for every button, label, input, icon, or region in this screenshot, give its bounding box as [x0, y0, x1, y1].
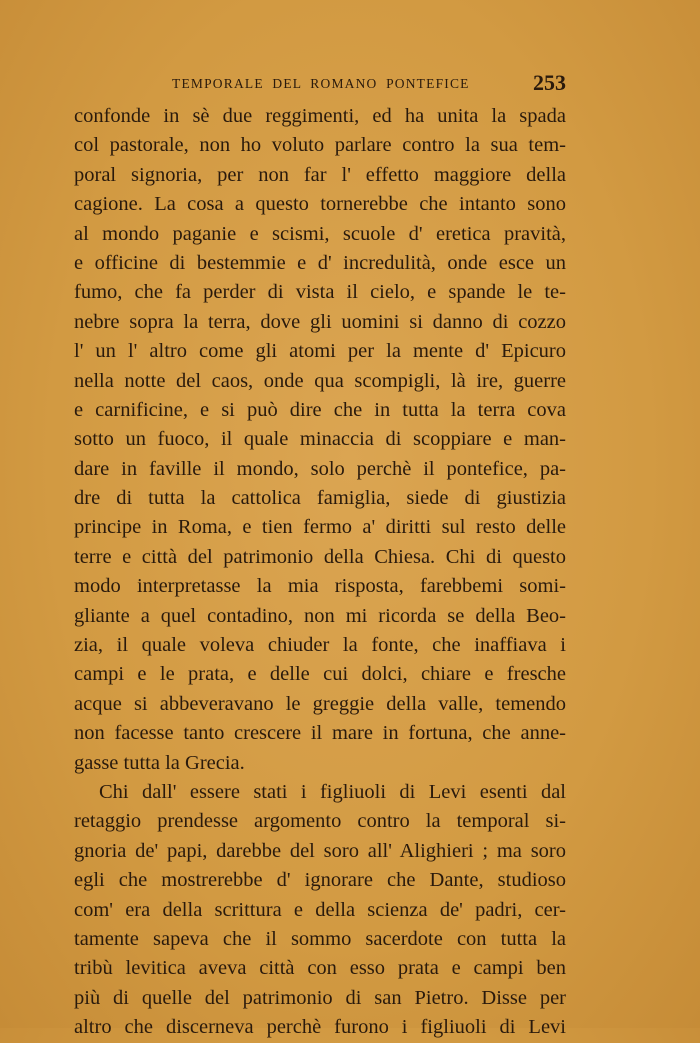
text-line: acque si abbeveravano le greggie della valle, temendo: [74, 692, 566, 715]
text-line: altro che discerneva perchè furono i figliuoli di Levi: [74, 1016, 566, 1039]
text-line: poral signoria, per non far l' effetto maggiore della: [74, 163, 566, 186]
text-line: nebre sopra la terra, dove gli uomini si danno di cozzo: [74, 310, 566, 333]
text-line: tribù levitica aveva città con esso prata e campi ben: [74, 957, 566, 980]
page-content: [74, 70, 566, 1043]
text-line: retaggio prendesse argomento contro la temporal si-: [74, 810, 566, 833]
page-number: 253: [533, 70, 566, 95]
text-line: e officine di bestemmie e d' incredulità, onde esce un: [74, 251, 566, 274]
text-line: tamente sapeva che il sommo sacerdote con tutta la: [74, 927, 566, 950]
text-line: modo interpretasse la mia risposta, farebbemi somi-: [74, 575, 566, 598]
paragraph-first-line: Chi dall' essere stati i figliuoli di Levi esenti dal: [99, 780, 566, 803]
text-line: nella notte del caos, onde qua scompigli, là ire, guerre: [74, 369, 566, 392]
text-line: com' era della scrittura e della scienza de' padri, cer-: [74, 898, 566, 921]
text-line: cagione. La cosa a questo tornerebbe che intanto sono: [74, 193, 566, 216]
text-line: l' un l' altro come gli atomi per la mente d' Epicuro: [74, 340, 566, 363]
text-line: dre di tutta la cattolica famiglia, siede di giustizia: [74, 487, 566, 510]
text-line: dare in faville il mondo, solo perchè il pontefice, pa-: [74, 457, 566, 480]
text-line: zia, il quale voleva chiuder la fonte, che inaffiava i: [74, 634, 566, 657]
text-line: e carnificine, e si può dire che in tutta la terra cova: [74, 398, 566, 421]
text-line: confonde in sè due reggimenti, ed ha unita la spada: [74, 105, 566, 127]
running-head: TEMPORALE DEL ROMANO PONTEFICE: [172, 76, 470, 91]
text-line: fumo, che fa perder di vista il cielo, e spande le te-: [74, 281, 566, 304]
text-line: gliante a quel contadino, non mi ricorda se della Beo-: [74, 604, 566, 627]
text-line: più di quelle del patrimonio di san Pietro. Disse per: [74, 986, 566, 1009]
body-text: [74, 102, 566, 1043]
text-line: campi e le prata, e delle cui dolci, chiare e fresche: [74, 663, 566, 686]
text-line: egli che mostrerebbe d' ignorare che Dante, studioso: [74, 869, 566, 892]
text-line: non facesse tanto crescere il mare in fortuna, che anne-: [74, 722, 566, 745]
text-line: gnoria de' papi, darebbe del soro all' Alighieri ; ma soro: [74, 839, 566, 862]
text-line: principe in Roma, e tien fermo a' diritti sul resto delle: [74, 516, 566, 539]
text-line: al mondo paganie e scismi, scuole d' eretica pravità,: [74, 222, 566, 245]
page-header: [74, 70, 566, 102]
text-line: col pastorale, non ho voluto parlare contro la sua tem-: [74, 134, 566, 157]
paragraph-last-line: gasse tutta la Grecia.: [74, 751, 245, 774]
text-line: terre e città del patrimonio della Chiesa. Chi di questo: [74, 545, 566, 568]
text-line: sotto un fuoco, il quale minaccia di scoppiare e man-: [74, 428, 566, 451]
